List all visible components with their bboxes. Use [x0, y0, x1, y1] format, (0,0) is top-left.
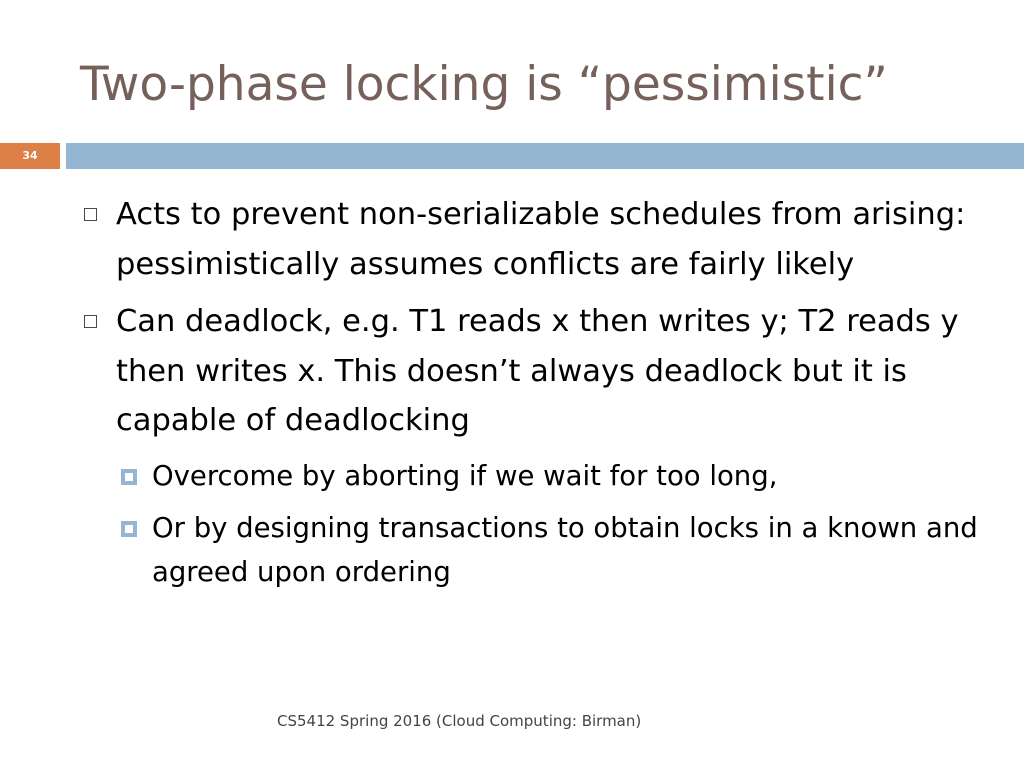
bullet-text: Acts to prevent non-serializable schedules from arising: pessimistically assumes conflicts are fairly likely [116, 197, 966, 282]
slide-number-badge: 34 [0, 143, 60, 169]
sub-bullet-text: Overcome by aborting if we wait for too long, [152, 459, 778, 492]
bullet-item [80, 297, 1000, 446]
sub-bullet-text: Or by designing transactions to obtain locks in a known and agreed upon ordering [152, 511, 978, 588]
bullet-item [80, 190, 1000, 289]
slide-footer: CS5412 Spring 2016 (Cloud Computing: Birman) [277, 712, 642, 730]
header-accent-bar [66, 143, 1024, 169]
sub-bullet-item [116, 454, 1000, 498]
filled-square-bullet-icon [121, 469, 137, 485]
hollow-square-bullet-icon [84, 315, 97, 328]
bullet-text: Can deadlock, e.g. T1 reads x then writes y; T2 reads y then writes x. This doesn’t always deadlock but it is capable of deadlocking [116, 304, 959, 438]
filled-square-bullet-icon [121, 521, 137, 537]
sub-bullet-item [116, 506, 1000, 594]
hollow-square-bullet-icon [84, 208, 97, 221]
slide-content [80, 190, 1000, 602]
slide-title: Two-phase locking is “pessimistic” [80, 57, 888, 112]
